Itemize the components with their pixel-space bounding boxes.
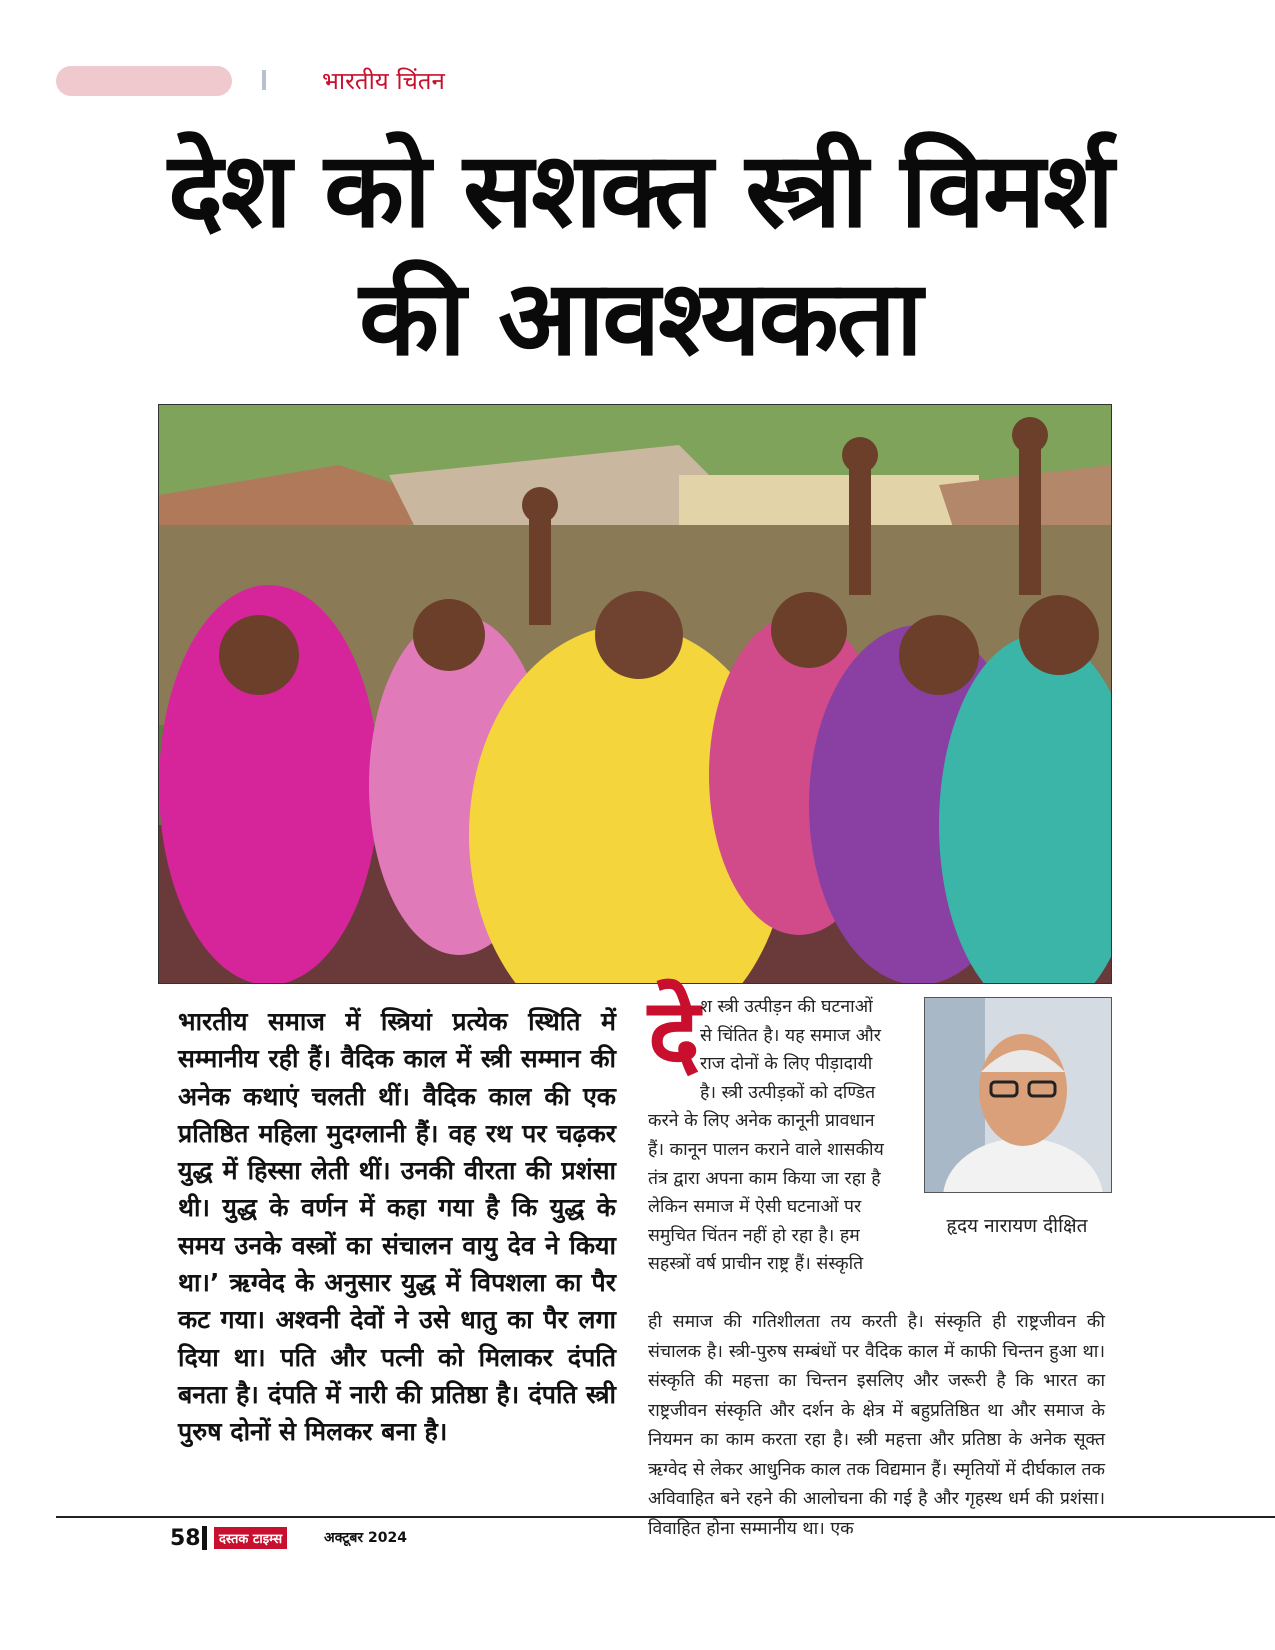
footer-separator [202,1526,207,1550]
author-name: हृदय नारायण दीक्षित [946,1215,1088,1237]
page-number: 58 [170,1526,201,1551]
article-line: समुचित चिंतन नहीं हो रहा है। हम [648,1225,860,1246]
footer-rule [56,1516,1275,1518]
article-line: सहस्त्रों वर्ष प्राचीन राष्ट्र हैं। संस्कृति [648,1254,864,1275]
header-divider [262,70,266,90]
headline-line-2: की आवश्यकता [359,257,921,379]
drop-cap: दे [648,978,701,1092]
article-line: राज दोनों के लिए पीड़ादायी [700,1054,873,1075]
author-photo [924,997,1112,1193]
issue-date: अक्टूबर 2024 [324,1530,407,1546]
headline-line-1: देश को सशक्त स्त्री विमर्श [167,129,1113,251]
section-category: भारतीय चिंतन [322,67,445,95]
article-column-full: ही समाज की गतिशीलता तय करती है। संस्कृति ही राष्ट्रजीवन की संचालक है। स्त्री-पुरुष सम्बंधों पर वैदिक काल में काफी चिन्तन हुआ था। संस्कृति की महत्ता का चिन्तन इसलिए और जरूरी है कि भारत का राष्ट्रजीवन संस्कृति और दर्शन के क्षेत्र में बहुप्रतिष्ठित था और समाज के नियमन का काम करता रहा है। स्त्री महत्ता और प्रतिष्ठा के अनेक सूक्त ऋग्वेद से लेकर आधुनिक काल तक विद्यमान हैं। स्मृतियों में दीर्घकाल तक अविवाहित बने रहने की आलोचना की गई है और गृहस्थ धर्म की प्रशंसा। विवाहित होना सम्मानीय था। एक [648,1312,1105,1539]
article-line: है। स्त्री उत्पीड़कों को दण्डित [700,1082,876,1103]
article-line: से चिंतित है। यह समाज और [700,1025,881,1046]
article-line: श स्त्री उत्पीड़न की घटनाओं [700,997,873,1017]
hero-photo-women-raising-fists [158,404,1112,984]
article-line: करने के लिए अनेक कानूनी प्रावधान [648,1111,875,1132]
article-line: हैं। कानून पालन कराने वाले शासकीय [648,1139,884,1160]
headline [60,126,1220,382]
lede-paragraph: भारतीय समाज में स्त्रियां प्रत्येक स्थिति में सम्मानीय रही हैं। वैदिक काल में स्त्री सम्मान की अनेक कथाएं चलती थीं। वैदिक काल की एक प्रतिष्ठित महिला मुदग्लानी हैं। वह रथ पर चढ़कर युद्ध में हिस्सा लेती थीं। उनकी वीरता की प्रशंसा थी। युद्ध के वर्णन में कहा गया है कि युद्ध के समय उनके वस्त्रों का संचालन वायु देव ने किया था।’ ऋग्वेद के अनुसार युद्ध में विपशला का पैर कट गया। अश्वनी देवों ने उसे धातु का पैर लगा दिया था। पति और पत्नी को मिलाकर दंपति बनता है। दंपति में नारी की प्रतिष्ठा है। दंपति स्त्री पुरुष दोनों से मिलकर बना है। [178,1007,616,1447]
article-line: तंत्र द्वारा अपना काम किया जा रहा है [648,1168,881,1189]
magazine-logo: दस्तक टाइम्स [214,1527,287,1549]
article-line: लेकिन समाज में ऐसी घटनाओं पर [648,1197,862,1218]
article-column-narrow [648,993,904,1279]
header-pill [56,66,232,96]
